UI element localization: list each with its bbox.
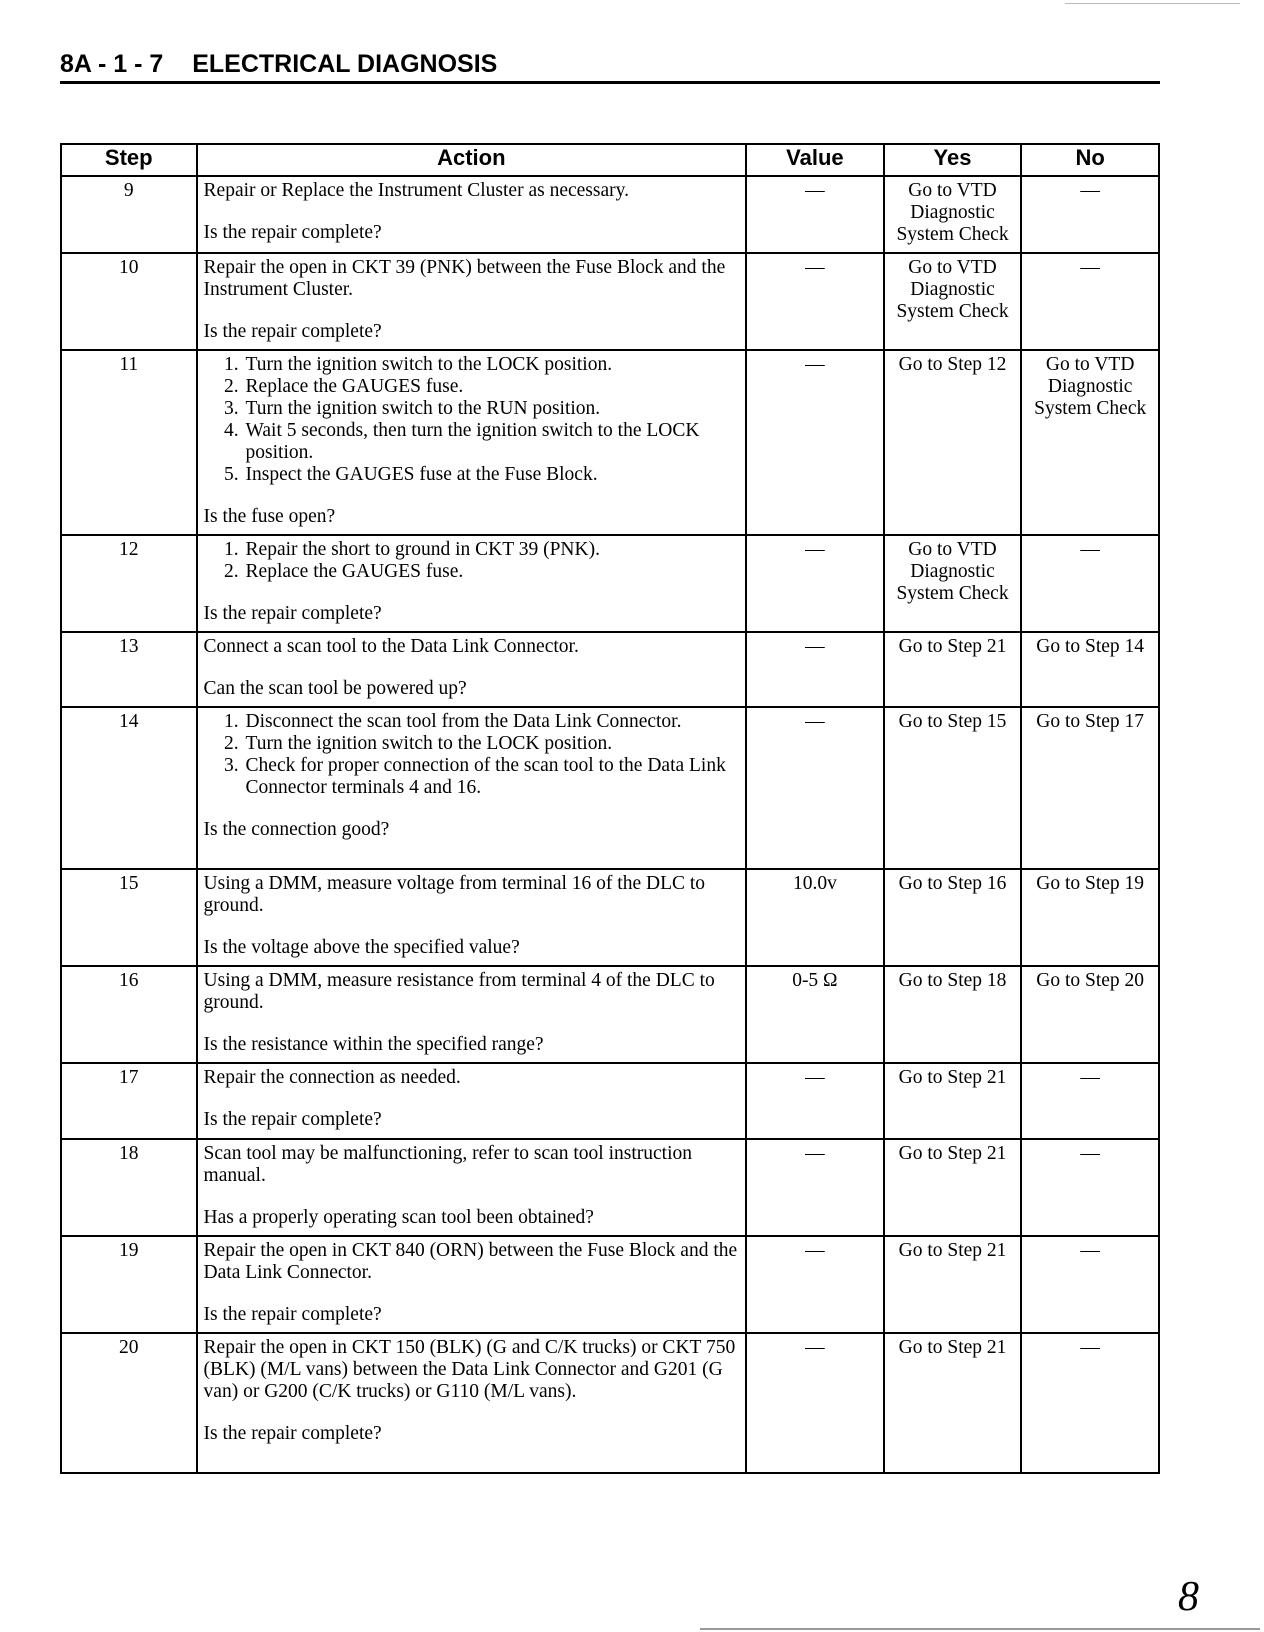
action-cell bbox=[197, 1236, 747, 1333]
action-question: Has a properly operating scan tool been obtained? bbox=[203, 1207, 594, 1228]
diagnosis-table bbox=[60, 143, 1160, 1474]
value-cell: 0-5 Ω bbox=[746, 966, 884, 1063]
action-question: Is the repair complete? bbox=[203, 1423, 382, 1444]
list-item: 5. Inspect the GAUGES fuse at the Fuse Block. bbox=[244, 464, 740, 486]
no-cell: — bbox=[1021, 253, 1159, 350]
value-cell: — bbox=[746, 176, 884, 253]
no-cell: Go to Step 17 bbox=[1021, 707, 1159, 869]
column-header-action: Action bbox=[197, 144, 747, 176]
no-cell: Go to Step 20 bbox=[1021, 966, 1159, 1063]
table-row bbox=[61, 1139, 1159, 1236]
action-steps-list bbox=[204, 354, 740, 486]
action-steps-list bbox=[204, 711, 740, 799]
no-cell: — bbox=[1021, 1063, 1159, 1139]
value-cell: — bbox=[746, 253, 884, 350]
bottom-edge-line bbox=[700, 1628, 1260, 1630]
no-cell: Go to Step 14 bbox=[1021, 632, 1159, 707]
table-row bbox=[61, 966, 1159, 1063]
step-number: 20 bbox=[61, 1333, 197, 1473]
no-cell: — bbox=[1021, 176, 1159, 253]
yes-cell: Go to Step 15 bbox=[884, 707, 1022, 869]
yes-cell: Go to Step 18 bbox=[884, 966, 1022, 1063]
no-cell: — bbox=[1021, 535, 1159, 632]
list-item: 3. Turn the ignition switch to the RUN position. bbox=[244, 398, 740, 420]
table-header-row bbox=[61, 144, 1159, 176]
action-question: Can the scan tool be powered up? bbox=[203, 678, 467, 699]
value-cell: — bbox=[746, 350, 884, 535]
action-cell bbox=[197, 1063, 747, 1139]
action-question: Is the repair complete? bbox=[203, 321, 382, 342]
action-cell bbox=[197, 1333, 747, 1473]
yes-cell: Go to Step 21 bbox=[884, 1333, 1022, 1473]
action-question: Is the repair complete? bbox=[203, 1304, 382, 1325]
value-cell: 10.0v bbox=[746, 869, 884, 966]
action-cell bbox=[197, 176, 747, 253]
value-cell: — bbox=[746, 1333, 884, 1473]
list-item: 1. Disconnect the scan tool from the Data Link Connector. bbox=[244, 711, 740, 733]
column-header-value: Value bbox=[746, 144, 884, 176]
table-row bbox=[61, 535, 1159, 632]
action-cell bbox=[197, 966, 747, 1063]
step-number: 14 bbox=[61, 707, 197, 869]
action-cell bbox=[197, 1139, 747, 1236]
list-item: 4. Wait 5 seconds, then turn the ignition switch to the LOCK position. bbox=[244, 420, 740, 464]
column-header-step: Step bbox=[61, 144, 197, 176]
action-text: Using a DMM, measure resistance from terminal 4 of the DLC to ground. bbox=[203, 970, 715, 1013]
value-cell: — bbox=[746, 1236, 884, 1333]
table-row bbox=[61, 253, 1159, 350]
section-code: 8A - 1 - 7 bbox=[60, 50, 164, 78]
no-cell: — bbox=[1021, 1236, 1159, 1333]
action-cell bbox=[197, 350, 747, 535]
table-row bbox=[61, 1063, 1159, 1139]
no-cell: — bbox=[1021, 1139, 1159, 1236]
action-question: Is the resistance within the specified range? bbox=[203, 1034, 544, 1055]
table-row bbox=[61, 869, 1159, 966]
step-number: 9 bbox=[61, 176, 197, 253]
action-text: Using a DMM, measure voltage from terminal 16 of the DLC to ground. bbox=[203, 873, 706, 916]
yes-cell: Go to Step 16 bbox=[884, 869, 1022, 966]
action-text: Connect a scan tool to the Data Link Connector. bbox=[203, 636, 579, 657]
action-cell bbox=[197, 535, 747, 632]
list-item: 2. Turn the ignition switch to the LOCK position. bbox=[244, 733, 740, 755]
step-number: 17 bbox=[61, 1063, 197, 1139]
step-number: 19 bbox=[61, 1236, 197, 1333]
page-mark: 8 bbox=[1178, 1574, 1199, 1620]
step-number: 11 bbox=[61, 350, 197, 535]
table-row bbox=[61, 707, 1159, 869]
action-text: Repair the open in CKT 150 (BLK) (G and C/K trucks) or CKT 750 (BLK) (M/L vans) between the Data Link Connector and G201 (G van) or G200 (C/K trucks) or G110 (M/L vans). bbox=[203, 1337, 736, 1402]
action-cell bbox=[197, 253, 747, 350]
value-cell: — bbox=[746, 707, 884, 869]
yes-cell: Go to Step 21 bbox=[884, 1139, 1022, 1236]
table-row bbox=[61, 1333, 1159, 1473]
section-title: ELECTRICAL DIAGNOSIS bbox=[192, 50, 498, 78]
table-row bbox=[61, 350, 1159, 535]
value-cell: — bbox=[746, 632, 884, 707]
value-cell: — bbox=[746, 535, 884, 632]
step-number: 12 bbox=[61, 535, 197, 632]
action-cell bbox=[197, 707, 747, 869]
yes-cell: Go to Step 21 bbox=[884, 1063, 1022, 1139]
action-question: Is the repair complete? bbox=[203, 1109, 382, 1130]
yes-cell: Go to Step 21 bbox=[884, 632, 1022, 707]
step-number: 13 bbox=[61, 632, 197, 707]
action-text: Repair the connection as needed. bbox=[203, 1067, 461, 1088]
list-item: 1. Turn the ignition switch to the LOCK position. bbox=[244, 354, 740, 376]
no-cell: — bbox=[1021, 1333, 1159, 1473]
column-header-yes: Yes bbox=[884, 144, 1022, 176]
table-row bbox=[61, 1236, 1159, 1333]
action-text: Repair the open in CKT 840 (ORN) between the Fuse Block and the Data Link Connector. bbox=[203, 1240, 738, 1283]
list-item: 2. Replace the GAUGES fuse. bbox=[244, 561, 740, 583]
column-header-no: No bbox=[1021, 144, 1159, 176]
value-cell: — bbox=[746, 1139, 884, 1236]
yes-cell: Go to VTD Diagnostic System Check bbox=[884, 176, 1022, 253]
value-cell: — bbox=[746, 1063, 884, 1139]
action-question: Is the connection good? bbox=[203, 819, 390, 840]
action-text: Scan tool may be malfunctioning, refer to scan tool instruction manual. bbox=[203, 1143, 693, 1186]
page-header bbox=[60, 50, 1160, 84]
yes-cell: Go to VTD Diagnostic System Check bbox=[884, 253, 1022, 350]
action-text: Repair or Replace the Instrument Cluster as necessary. bbox=[203, 180, 629, 201]
step-number: 15 bbox=[61, 869, 197, 966]
action-cell bbox=[197, 632, 747, 707]
action-question: Is the fuse open? bbox=[203, 506, 336, 527]
action-question: Is the repair complete? bbox=[203, 222, 382, 243]
no-cell: Go to VTD Diagnostic System Check bbox=[1021, 350, 1159, 535]
table-row bbox=[61, 632, 1159, 707]
no-cell: Go to Step 19 bbox=[1021, 869, 1159, 966]
action-cell bbox=[197, 869, 747, 966]
action-steps-list bbox=[204, 539, 740, 583]
action-question: Is the voltage above the specified value? bbox=[203, 937, 520, 958]
top-edge-line bbox=[1065, 3, 1240, 4]
step-number: 16 bbox=[61, 966, 197, 1063]
yes-cell: Go to VTD Diagnostic System Check bbox=[884, 535, 1022, 632]
action-question: Is the repair complete? bbox=[203, 603, 382, 624]
action-text: Repair the open in CKT 39 (PNK) between the Fuse Block and the Instrument Cluster. bbox=[203, 257, 726, 300]
table-row bbox=[61, 176, 1159, 253]
list-item: 3. Check for proper connection of the scan tool to the Data Link Connector terminals 4 and 16. bbox=[244, 755, 740, 799]
yes-cell: Go to Step 12 bbox=[884, 350, 1022, 535]
list-item: 1. Repair the short to ground in CKT 39 (PNK). bbox=[244, 539, 740, 561]
step-number: 10 bbox=[61, 253, 197, 350]
list-item: 2. Replace the GAUGES fuse. bbox=[244, 376, 740, 398]
step-number: 18 bbox=[61, 1139, 197, 1236]
yes-cell: Go to Step 21 bbox=[884, 1236, 1022, 1333]
